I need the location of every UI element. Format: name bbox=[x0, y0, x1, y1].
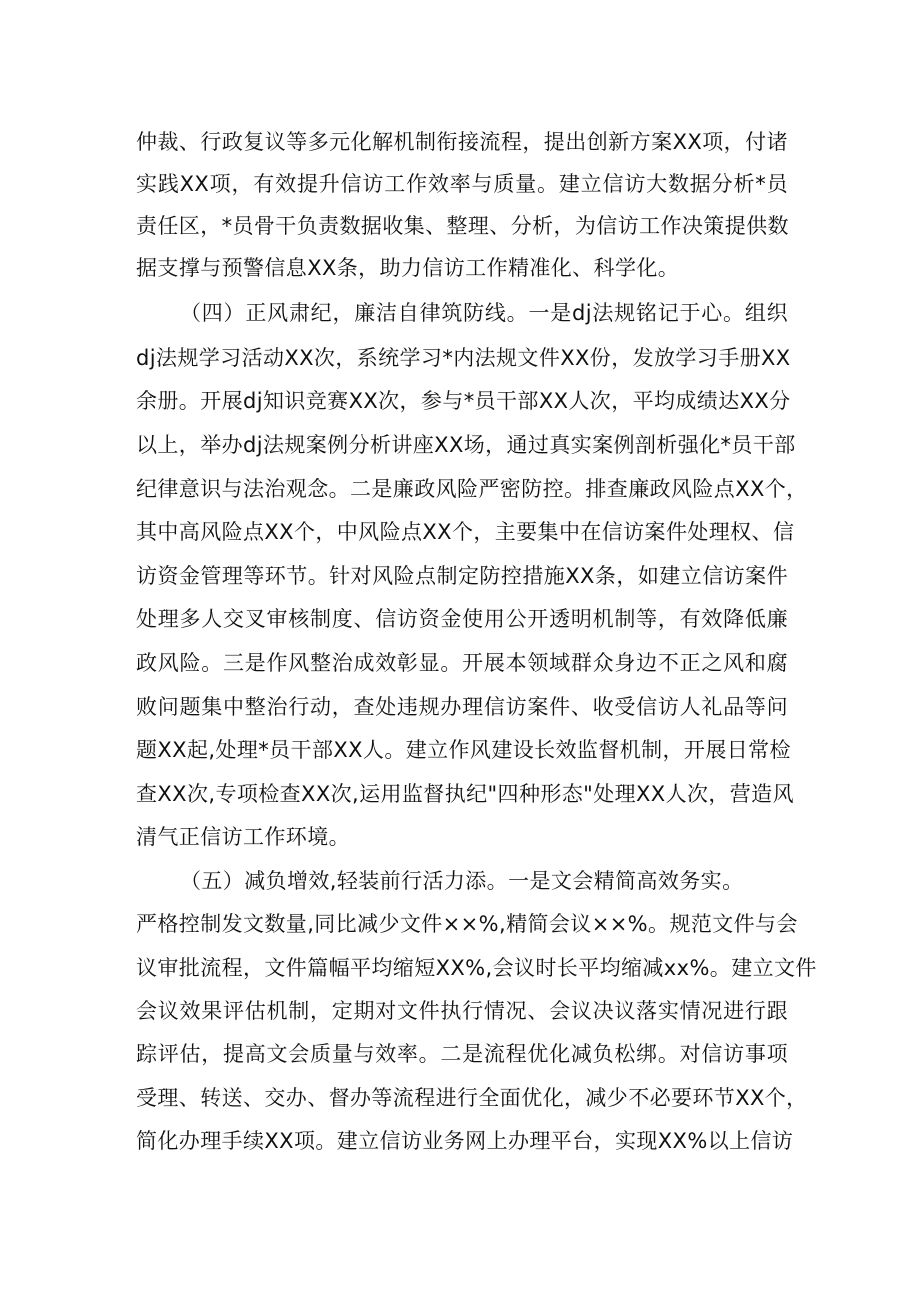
text-line: 访资金管理等环节。针对风险点制定防控措施XX条，如建立信访案件 bbox=[136, 564, 788, 588]
text-line: dj法规学习活动XX次，系统学习*内法规文件XX份，发放学习手册XX bbox=[136, 346, 791, 370]
text-line: 政风险。三是作风整治成效彰显。开展本领域群众身边不正之风和腐 bbox=[136, 651, 788, 675]
text-line: 仲裁、行政复议等多元化解机制衔接流程，提出创新方案XX项，付诸 bbox=[136, 130, 788, 154]
text-line: 以上，举办dj法规案例分析讲座XX场，通过真实案例剖析强化*员干部 bbox=[136, 433, 796, 457]
text-line: 据支撑与预警信息XX条，助力信访工作精准化、科学化。 bbox=[136, 256, 680, 280]
text-line: 议审批流程，文件篇幅平均缩短XX%,会议时长平均缩减xx%。建立文件 bbox=[136, 956, 817, 980]
section-heading-line: （四）正风肃纪，廉洁自律筑防线。一是dj法规铭记于心。组织 bbox=[180, 301, 788, 325]
text-line: 严格控制发文数量,同比减少文件××%,精简会议××%。规范文件与会 bbox=[136, 912, 798, 936]
text-line: 查XX次,专项检查XX次,运用监督执纪"四种形态"处理XX人次，营造风 bbox=[136, 782, 794, 806]
text-line: 清气正信访工作环境。 bbox=[136, 825, 350, 849]
text-line: 踪评估，提高文会质量与效率。二是流程优化减负松绑。对信访事项 bbox=[136, 1042, 788, 1066]
text-line: 败问题集中整治行动，查处违规办理信访案件、收受信访人礼品等问 bbox=[136, 695, 788, 719]
text-line: 简化办理手续XX项。建立信访业务网上办理平台，实现XX%以上信访 bbox=[136, 1129, 794, 1153]
text-line: 责任区，*员骨干负责数据收集、整理、分析，为信访工作决策提供数 bbox=[136, 214, 789, 238]
text-line: 纪律意识与法治观念。二是廉政风险严密防控。排查廉政风险点XX个， bbox=[136, 477, 808, 501]
text-line: 其中高风险点XX个，中风险点XX个，主要集中在信访案件处理权、信 bbox=[136, 520, 795, 544]
text-line: 受理、转送、交办、督办等流程进行全面优化，减少不必要环节XX个， bbox=[136, 1086, 808, 1110]
text-line: 余册。开展dj知识竞赛XX次，参与*员干部XX人次，平均成绩达XX分 bbox=[136, 389, 791, 413]
text-line: 题XX起,处理*员干部XX人。建立作风建设长效监督机制，开展日常检 bbox=[136, 738, 791, 762]
section-heading-line: （五）减负增效,轻装前行活力添。一是文会精简高效务实。 bbox=[180, 869, 744, 893]
text-line: 实践XX项，有效提升信访工作效率与质量。建立信访大数据分析*员 bbox=[136, 172, 788, 196]
text-line: 处理多人交叉审核制度、信访资金使用公开透明机制等，有效降低廉 bbox=[136, 607, 788, 631]
text-line: 会议效果评估机制，定期对文件执行情况、会议决议落实情况进行跟 bbox=[136, 999, 788, 1023]
